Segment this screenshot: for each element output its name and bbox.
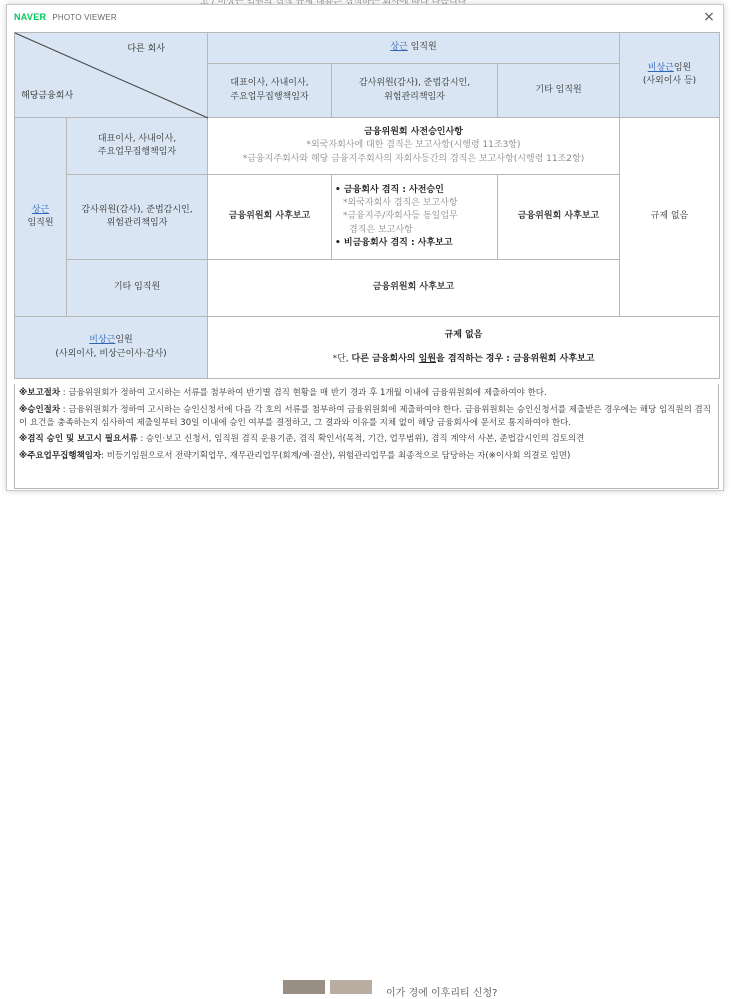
- note-label: ※승인절차: [19, 404, 61, 415]
- part-time-no-regulation: 규제 없음: [444, 330, 483, 341]
- corner-financial-company: 해당금융회사: [21, 90, 74, 101]
- cell-auditor-exec-report: 금융위원회 사후보고: [208, 175, 332, 260]
- sub-col-1-line2: 주요업무집행책임자: [230, 91, 309, 102]
- note-key-executive: [19, 450, 714, 463]
- sub-col-other-staff: 기타 임직원: [498, 64, 620, 118]
- note-text: : 승인·보고 신청서, 임직원 겸직 운용기준, 겸직 확인서(목적, 기간, 업무범위), 겸직 계약서 사본, 준법감시인의 검토의견: [137, 434, 585, 445]
- col-group-full-time: [208, 33, 620, 64]
- note-approval-procedure: [19, 404, 714, 430]
- exception-prefix: *단,: [332, 353, 352, 364]
- table-corner-header: [15, 33, 208, 118]
- viewer-title: PHOTO VIEWER: [52, 12, 117, 22]
- regulation-table: [14, 32, 720, 379]
- note-label: ※보고절차: [19, 388, 61, 398]
- prior-approval-title: 금융위원회 사전승인사항: [364, 127, 463, 138]
- note-required-documents: [19, 433, 714, 446]
- col-group-label: 임직원: [407, 42, 437, 53]
- photo-viewer-dialog: [6, 4, 724, 491]
- holding-company-note: *금융지주/자회사등 동일업무: [343, 211, 458, 222]
- non-financial-rule: • 비금융회사 겸직 : 사후보고: [335, 237, 453, 248]
- cell-auditor-auditor: [332, 175, 498, 260]
- naver-logo: NAVER: [14, 12, 47, 22]
- part-time-exception: [211, 353, 716, 366]
- row-part-time: [15, 317, 208, 379]
- sub-col-auditors: [332, 64, 498, 118]
- row-part-time-label: 임원: [115, 335, 133, 346]
- cell-auditor-other-report: 금융위원회 사후보고: [498, 175, 620, 260]
- row-1-line1: 대표이사, 사내이사,: [97, 133, 177, 144]
- row-2-line2: 위험관리책임자: [106, 218, 168, 228]
- cell-other-staff-report: 금융위원회 사후보고: [208, 260, 620, 317]
- corner-other-company: 다른 회사: [127, 44, 165, 54]
- full-time-link[interactable]: 상근: [390, 42, 408, 53]
- exception-part2: 을 겸직하는 경우 : 금융위원회 사후보고: [436, 353, 595, 364]
- sub-col-2-line2: 위험관리책임자: [384, 91, 445, 102]
- footnotes: [14, 384, 719, 489]
- row-other-staff: 기타 임직원: [67, 260, 208, 317]
- row-executives: [67, 118, 208, 175]
- foreign-subsidiary-note: *외국자회사 겸직은 보고사항: [343, 198, 458, 209]
- viewer-image: [14, 32, 719, 489]
- financial-company-rule: • 금융회사 겸직 : 사전승인: [335, 185, 444, 196]
- note-text: : 금융위원회가 정하여 고시하는 서류를 첨부하여 반기별 겸직 현황을 매 반기 경과 후 1개월 이내에 금융위원회에 제출하여야 한다.: [60, 388, 547, 398]
- note-text: : 금융위원회가 정하여 고시하는 승인신청서에 다음 각 호의 서류를 첨부하여 금융위원회에 제출하여야 한다. 금융위원회는 승인신청서를 제출받은 경우에는 해당 임직원의 겸직이 요건을 충족하는지 심사하여 제출일부터 30일 이내에 승인 여부를 결정하고, 그 결과와 이유를 지체 없이 해당 금융회사에 문서로 통지하여야 한다.: [19, 404, 711, 428]
- sub-col-executives: [208, 64, 332, 118]
- row-1-line2: 주요업무집행책임자: [97, 147, 177, 157]
- note-label: ※겸직 승인 및 보고시 필요서류: [19, 434, 138, 445]
- background-thumbnail[interactable]: [330, 980, 372, 994]
- part-time-link[interactable]: 비상근: [647, 62, 674, 73]
- row-2-line1: 감사위원(감사), 준법감시인,: [81, 204, 193, 215]
- cell-part-time-no-regulation: [208, 317, 720, 379]
- background-link-text[interactable]: 이가 경에 이후리티 신청?: [386, 988, 498, 999]
- row-full-time-link[interactable]: 상근: [31, 204, 50, 215]
- note-label: ※주요업무집행책임자: [19, 451, 102, 461]
- row-part-time-sub: (사외이사, 비상근이사·감사): [55, 348, 167, 359]
- note-text: : 비등기임원으로서 전략기획업무, 재무관리업무(회계/예·결산), 위험관리업무를 최종적으로 담당하는 자(※이사회 의결로 임면): [101, 451, 571, 461]
- close-icon[interactable]: ×: [703, 9, 715, 25]
- sub-col-2-line1: 감사위원(감사), 준법감시인,: [358, 78, 471, 89]
- viewer-header: [7, 5, 723, 29]
- exception-officer: 임원: [418, 353, 437, 364]
- background-page-bottom: [0, 490, 743, 999]
- holding-company-note-cont: 겸직은 보고사항: [349, 224, 413, 235]
- sub-col-1-line1: 대표이사, 사내이사,: [230, 78, 309, 89]
- row-group-label: 임직원: [27, 218, 54, 228]
- cell-prior-approval: [208, 118, 620, 175]
- cell-no-regulation-part-time: 규제 없음: [620, 118, 720, 317]
- row-part-time-link[interactable]: 비상근: [89, 335, 116, 346]
- prior-approval-note-1: *외국자회사에 대한 겸직은 보고사항(시행령 11조3항): [306, 140, 521, 151]
- row-auditors: [67, 175, 208, 260]
- exception-part1: 다른 금융회사의: [351, 353, 419, 364]
- col-part-time-sub: (사외이사 등): [642, 76, 697, 86]
- note-report-procedure: [19, 387, 714, 400]
- corner-diagonal: [15, 33, 208, 118]
- col-part-time-header: [620, 33, 720, 118]
- row-group-full-time: [15, 118, 67, 317]
- prior-approval-note-2: *금융지주회사와 해당 금융지주회사의 자회사등간의 겸직은 보고사항(시행령 11조2항): [242, 153, 585, 164]
- col-part-time-label: 임원: [673, 62, 692, 73]
- background-thumbnail[interactable]: [283, 980, 325, 994]
